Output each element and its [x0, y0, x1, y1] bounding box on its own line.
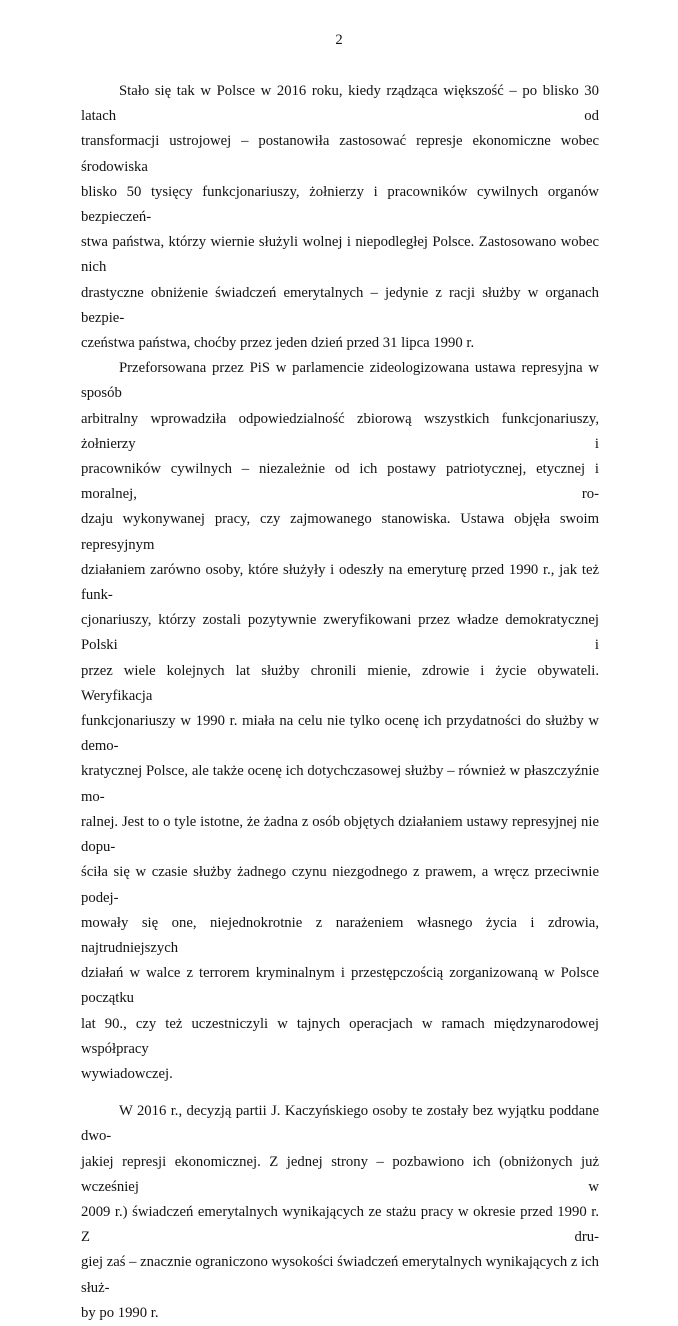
text-line: ściła się w czasie służby żadnego czynu niezgodnego z prawem, a wręcz przeciwnie podej-: [81, 864, 599, 906]
text-line: działaniem zarówno osoby, które służyły i odeszły na emeryturę przed 1990 r., jak też funk-: [81, 561, 599, 604]
text-line: pracowników cywilnych – niezależnie od ich postawy patriotycznej, etycznej i moralnej, ro-: [81, 461, 599, 503]
text-line: Stało się tak w Polsce w 2016 roku, kiedy rządząca większość – po blisko 30 latach od: [81, 83, 599, 125]
text-line: ralnej. Jest to o tyle istotne, że żadna z osób objętych działaniem ustawy represyjnej nie dopu-: [81, 813, 599, 856]
text-line: kratycznej Polsce, ale także ocenę ich dotychczasowej służby – również w płaszczyźnie mo-: [81, 763, 599, 805]
text-line: jakiej represji ekonomicznej. Z jednej strony – pozbawiono ich (obniżonych już wcześniej w: [81, 1153, 599, 1195]
text-line: 2009 r.) świadczeń emerytalnych wynikających ze stażu pracy w okresie przed 1990 r. Z dru-: [81, 1203, 599, 1246]
text-line: czeństwa państwa, choćby przez jeden dzień przed 31 lipca 1990 r.: [81, 335, 475, 352]
text-line: blisko 50 tysięcy funkcjonariuszy, żołnierzy i pracowników cywilnych organów bezpieczeń-: [81, 183, 599, 226]
paragraph: [81, 1099, 599, 1326]
text-line: lat 90., czy też uczestniczyli w tajnych operacjach w ramach międzynarodowej współpracy: [81, 1015, 599, 1057]
text-line: dzaju wykonywanej pracy, czy zajmowanego stanowiska. Ustawa objęła swoim represyjnym: [81, 511, 599, 553]
text-line: wywiadowczej.: [81, 1065, 173, 1082]
text-line: giej zaś – znacznie ograniczono wysokości świadczeń emerytalnych wynikających z ich służ-: [81, 1254, 599, 1296]
text-line: działań w walce z terrorem kryminalnym i przestępczością zorganizowaną w Polsce początku: [81, 965, 599, 1007]
text-line: stwa państwa, którzy wiernie służyli wolnej i niepodległej Polsce. Zastosowano wobec nich: [81, 234, 599, 276]
text-line: transformacji ustrojowej – postanowiła zastosować represje ekonomiczne wobec środowiska: [81, 133, 599, 175]
text-line: Przeforsowana przez PiS w parlamencie zideologizowana ustawa represyjna w sposób: [81, 360, 599, 402]
paragraph: [81, 356, 599, 1087]
paragraph: [81, 79, 599, 356]
text-line: W 2016 r., decyzją partii J. Kaczyńskiego osoby te zostały bez wyjątku poddane dwo-: [81, 1103, 599, 1145]
text-line: mowały się one, niejednokrotnie z narażeniem własnego życia i zdrowia, najtrudniejszych: [81, 914, 599, 956]
text-line: arbitralny wprowadziła odpowiedzialność zbiorową wszystkich funkcjonariuszy, żołnierzy i: [81, 410, 599, 452]
document-body: [81, 79, 599, 1326]
text-line: funkcjonariuszy w 1990 r. miała na celu nie tylko ocenę ich przydatności do służby w demo-: [81, 713, 599, 755]
text-line: drastyczne obniżenie świadczeń emerytalnych – jedynie z racji służby w organach bezpie-: [81, 284, 599, 326]
text-line: przez wiele kolejnych lat służby chronili mienie, zdrowie i życie obywateli. Weryfikacja: [81, 662, 599, 704]
text-line: cjonariuszy, którzy zostali pozytywnie zweryfikowani przez władze demokratycznej Polski i: [81, 612, 599, 654]
page-number: 2: [335, 32, 343, 48]
text-line: by po 1990 r.: [81, 1304, 159, 1321]
